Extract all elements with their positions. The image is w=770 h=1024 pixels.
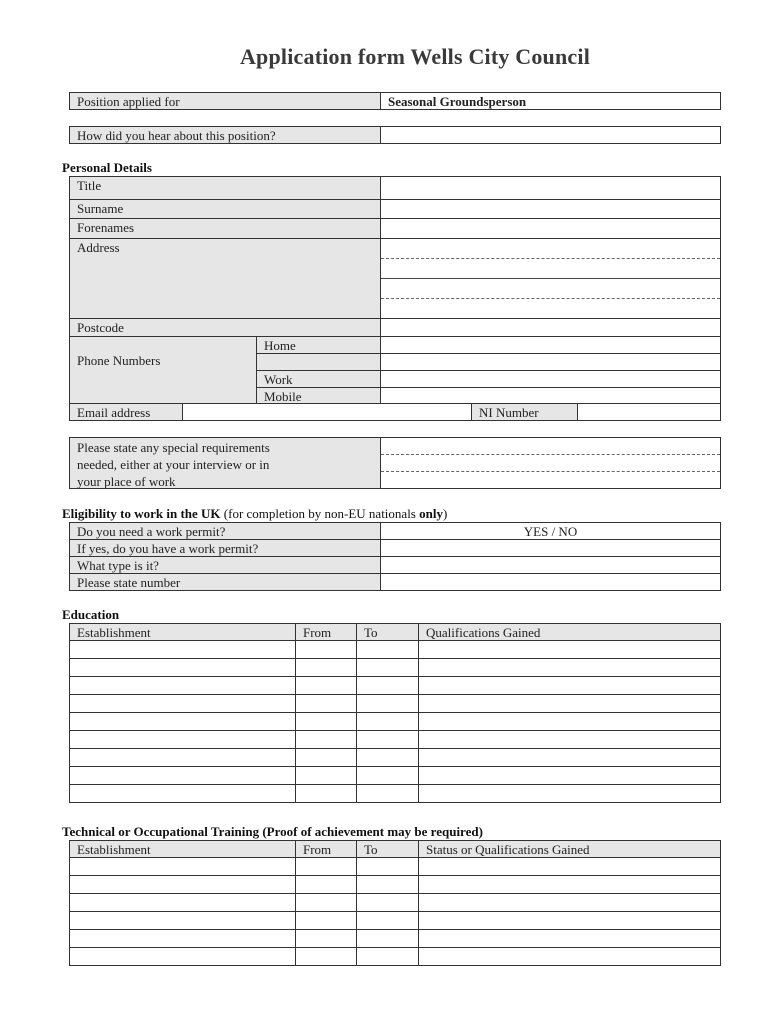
education-cell-from[interactable] <box>295 766 357 785</box>
special-line-divider <box>381 471 720 472</box>
education-cell-to[interactable] <box>356 748 419 767</box>
permit-type-question: What type is it? <box>69 556 381 574</box>
forenames-field[interactable] <box>380 218 721 239</box>
postcode-field[interactable] <box>380 318 721 337</box>
training-heading: Technical or Occupational Training (Proof of achievement may be required) <box>62 824 483 839</box>
training-header-qualifications: Status or Qualifications Gained <box>418 840 721 858</box>
education-header-from: From <box>295 623 357 641</box>
education-cell-establishment[interactable] <box>69 784 296 803</box>
education-cell-to[interactable] <box>356 766 419 785</box>
education-cell-from[interactable] <box>295 676 357 695</box>
education-cell-from[interactable] <box>295 658 357 677</box>
education-cell-establishment[interactable] <box>69 712 296 731</box>
address-line-divider <box>381 298 720 299</box>
ni-number-label: NI Number <box>471 403 578 421</box>
training-cell-qualifications[interactable] <box>418 947 721 966</box>
email-field[interactable] <box>182 403 472 421</box>
education-cell-to[interactable] <box>356 640 419 659</box>
education-cell-establishment[interactable] <box>69 658 296 677</box>
work-permit-question: Do you need a work permit? <box>69 522 381 540</box>
special-line: needed, either at your interview or in <box>77 457 270 472</box>
ni-number-field[interactable] <box>577 403 721 421</box>
education-cell-to[interactable] <box>356 730 419 749</box>
education-header-establishment: Establishment <box>69 623 296 641</box>
hear-about-field[interactable] <box>380 126 721 144</box>
training-cell-to[interactable] <box>356 893 419 912</box>
training-cell-from[interactable] <box>295 875 357 894</box>
education-cell-to[interactable] <box>356 676 419 695</box>
training-header-from: From <box>295 840 357 858</box>
mobile-phone-label: Mobile <box>256 387 381 404</box>
eligibility-heading-note: (for completion by non-EU nationals <box>220 506 420 521</box>
title-field[interactable] <box>380 176 721 200</box>
training-cell-establishment[interactable] <box>69 893 296 912</box>
training-cell-from[interactable] <box>295 911 357 930</box>
training-cell-to[interactable] <box>356 947 419 966</box>
education-cell-qualifications[interactable] <box>418 676 721 695</box>
home-phone-field-2[interactable] <box>380 353 721 371</box>
education-cell-qualifications[interactable] <box>418 712 721 731</box>
address-line-divider <box>381 278 720 279</box>
title-label: Title <box>69 176 381 200</box>
position-label: Position applied for <box>69 92 381 110</box>
education-cell-qualifications[interactable] <box>418 730 721 749</box>
permit-number-field[interactable] <box>380 573 721 591</box>
education-cell-qualifications[interactable] <box>418 784 721 803</box>
phone-numbers-label: Phone Numbers <box>69 336 257 404</box>
training-cell-to[interactable] <box>356 857 419 876</box>
eligibility-heading-only: only <box>419 506 443 521</box>
phone-spacer <box>256 353 381 371</box>
surname-label: Surname <box>69 199 381 219</box>
work-permit-yes-no[interactable]: YES / NO <box>380 522 721 540</box>
training-cell-qualifications[interactable] <box>418 911 721 930</box>
personal-details-heading: Personal Details <box>62 160 152 175</box>
training-cell-qualifications[interactable] <box>418 929 721 948</box>
have-permit-question: If yes, do you have a work permit? <box>69 539 381 557</box>
work-phone-label: Work <box>256 370 381 388</box>
surname-field[interactable] <box>380 199 721 219</box>
eligibility-heading-bold: Eligibility to work in the UK <box>62 506 221 521</box>
training-cell-qualifications[interactable] <box>418 857 721 876</box>
training-cell-from[interactable] <box>295 929 357 948</box>
training-cell-from[interactable] <box>295 857 357 876</box>
eligibility-heading <box>62 506 447 522</box>
training-cell-to[interactable] <box>356 929 419 948</box>
education-cell-from[interactable] <box>295 694 357 713</box>
hear-about-label: How did you hear about this position? <box>69 126 381 144</box>
special-line: Please state any special requirements <box>77 440 270 455</box>
training-cell-establishment[interactable] <box>69 947 296 966</box>
permit-number-question: Please state number <box>69 573 381 591</box>
training-cell-establishment[interactable] <box>69 857 296 876</box>
education-cell-from[interactable] <box>295 784 357 803</box>
have-permit-field[interactable] <box>380 539 721 557</box>
position-value[interactable]: Seasonal Groundsperson <box>380 92 721 110</box>
education-cell-from[interactable] <box>295 640 357 659</box>
education-cell-establishment[interactable] <box>69 676 296 695</box>
address-line-divider <box>381 258 720 259</box>
postcode-label: Postcode <box>69 318 381 337</box>
training-cell-establishment[interactable] <box>69 911 296 930</box>
home-phone-field[interactable] <box>380 336 721 354</box>
special-requirements-label <box>69 437 381 489</box>
training-header-establishment: Establishment <box>69 840 296 858</box>
mobile-phone-field[interactable] <box>380 387 721 404</box>
training-cell-from[interactable] <box>295 947 357 966</box>
education-cell-qualifications[interactable] <box>418 658 721 677</box>
education-cell-establishment[interactable] <box>69 748 296 767</box>
education-cell-from[interactable] <box>295 748 357 767</box>
page-title: Application form Wells City Council <box>239 44 591 69</box>
education-cell-to[interactable] <box>356 784 419 803</box>
education-cell-qualifications[interactable] <box>418 640 721 659</box>
special-line-divider <box>381 454 720 455</box>
training-cell-qualifications[interactable] <box>418 875 721 894</box>
education-cell-establishment[interactable] <box>69 640 296 659</box>
home-phone-label: Home <box>256 336 381 354</box>
training-cell-establishment[interactable] <box>69 875 296 894</box>
education-cell-qualifications[interactable] <box>418 748 721 767</box>
education-cell-qualifications[interactable] <box>418 766 721 785</box>
special-line: your place of work <box>77 474 176 489</box>
education-cell-from[interactable] <box>295 712 357 731</box>
training-cell-to[interactable] <box>356 875 419 894</box>
education-cell-qualifications[interactable] <box>418 694 721 713</box>
education-cell-to[interactable] <box>356 694 419 713</box>
education-cell-establishment[interactable] <box>69 730 296 749</box>
work-phone-field[interactable] <box>380 370 721 388</box>
education-heading: Education <box>62 607 120 622</box>
education-cell-to[interactable] <box>356 712 419 731</box>
permit-type-field[interactable] <box>380 556 721 574</box>
address-label: Address <box>69 238 381 319</box>
training-header-to: To <box>356 840 419 858</box>
education-cell-to[interactable] <box>356 658 419 677</box>
email-label: Email address <box>69 403 183 421</box>
education-cell-from[interactable] <box>295 730 357 749</box>
training-cell-qualifications[interactable] <box>418 893 721 912</box>
special-requirements-field[interactable] <box>380 437 721 489</box>
forenames-label: Forenames <box>69 218 381 239</box>
training-cell-establishment[interactable] <box>69 929 296 948</box>
education-cell-establishment[interactable] <box>69 766 296 785</box>
eligibility-heading-end: ) <box>442 506 448 521</box>
training-cell-from[interactable] <box>295 893 357 912</box>
education-header-to: To <box>356 623 419 641</box>
education-cell-establishment[interactable] <box>69 694 296 713</box>
training-cell-to[interactable] <box>356 911 419 930</box>
education-header-qualifications: Qualifications Gained <box>418 623 721 641</box>
